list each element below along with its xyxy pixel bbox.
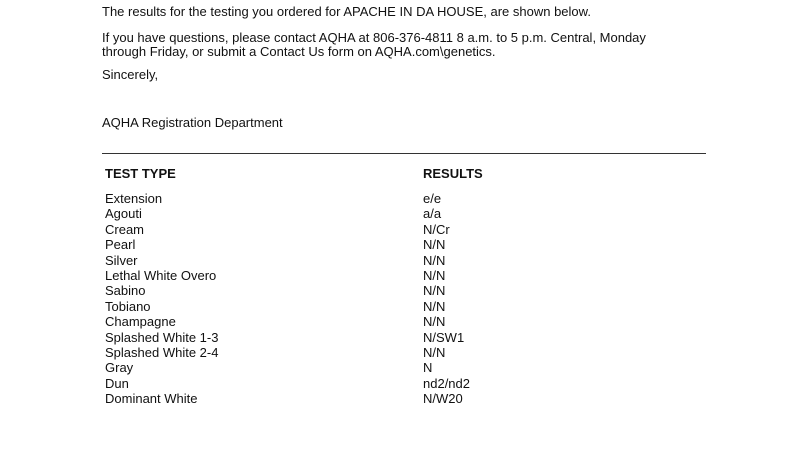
table-row <box>105 283 565 298</box>
table-row <box>105 314 565 329</box>
test-type-cell: Silver <box>105 252 138 268</box>
result-cell: N/SW1 <box>423 329 465 345</box>
result-cell: N/N <box>423 314 446 330</box>
table-row <box>105 345 565 360</box>
table-row <box>105 299 565 314</box>
result-cell: N/N <box>423 237 446 253</box>
department-signature: AQHA Registration Department <box>102 115 283 130</box>
result-cell: N/N <box>423 344 446 360</box>
result-cell: N/N <box>423 252 446 268</box>
test-type-cell: Dominant White <box>105 391 198 407</box>
result-cell: N/N <box>423 298 446 314</box>
table-row <box>105 376 565 391</box>
header-test-type: TEST TYPE <box>105 166 176 181</box>
result-cell: e/e <box>423 191 442 206</box>
table-row <box>105 222 565 237</box>
table-row <box>105 237 565 252</box>
result-cell: a/a <box>423 206 442 222</box>
test-type-cell: Cream <box>105 221 145 237</box>
table-row <box>105 391 565 406</box>
test-type-cell: Pearl <box>105 237 136 253</box>
table-row <box>105 360 565 375</box>
intro-paragraph: The results for the testing you ordered for APACHE IN DA HOUSE, are shown below. <box>102 4 591 19</box>
test-type-cell: Extension <box>105 191 163 206</box>
table-row <box>105 268 565 283</box>
test-type-cell: Lethal White Overo <box>105 267 217 283</box>
contact-line-2: through Friday, or submit a Contact Us form on AQHA.com\genetics. <box>102 44 496 59</box>
table-row <box>105 330 565 345</box>
test-type-cell: Gray <box>105 360 134 376</box>
result-cell: N/N <box>423 283 446 299</box>
test-type-cell: Tobiano <box>105 298 151 314</box>
result-cell: N/Cr <box>423 221 450 237</box>
result-cell: N/N <box>423 267 446 283</box>
header-results: RESULTS <box>423 166 483 181</box>
result-cell: N <box>423 360 433 376</box>
result-cell: N/W20 <box>423 391 463 407</box>
contact-line-1: If you have questions, please contact AQHA at 806-376-4811 8 a.m. to 5 p.m. Central, Monday <box>102 30 646 45</box>
closing: Sincerely, <box>102 67 159 82</box>
test-type-cell: Splashed White 2-4 <box>105 344 219 360</box>
test-type-cell: Dun <box>105 375 129 391</box>
test-type-cell: Splashed White 1-3 <box>105 329 219 345</box>
table-row <box>105 253 565 268</box>
divider <box>102 153 706 154</box>
table-row <box>105 191 565 206</box>
test-type-cell: Agouti <box>105 206 142 222</box>
test-type-cell: Champagne <box>105 314 176 330</box>
results-table <box>105 191 565 406</box>
result-cell: nd2/nd2 <box>423 375 470 391</box>
contact-paragraph <box>102 31 682 59</box>
test-type-cell: Sabino <box>105 283 146 299</box>
table-row <box>105 206 565 221</box>
